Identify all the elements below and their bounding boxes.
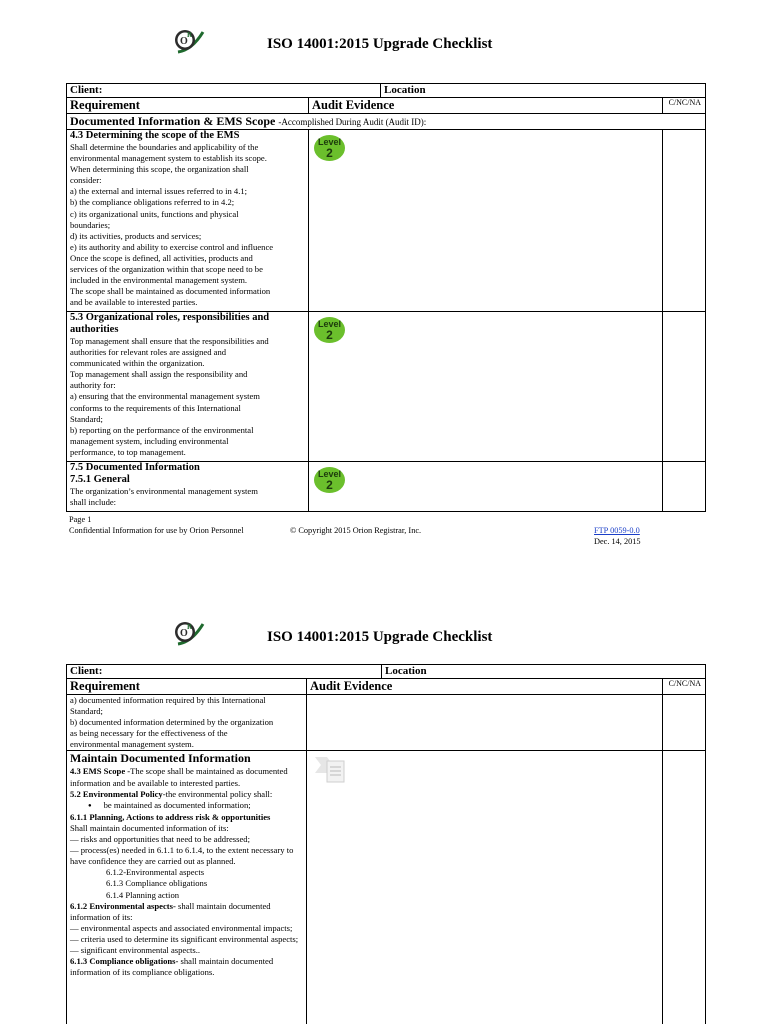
- svg-text:O: O: [180, 628, 188, 639]
- requirement-cell: [67, 312, 309, 462]
- requirement-line: environmental management system.: [70, 739, 194, 750]
- level-badge-word: Level: [317, 319, 342, 329]
- confidential-note: Confidential Information for use by Orion Personnel: [69, 526, 244, 535]
- requirement-row: [67, 312, 706, 462]
- maintain-item-heading: 6.1.1 Planning, Actions to address risk & opportunities: [70, 811, 271, 822]
- client-field[interactable]: [67, 84, 381, 98]
- status-cell[interactable]: [663, 130, 706, 312]
- maintain-row: [67, 751, 706, 1024]
- maintain-item-heading: 6.1.2 Environmental aspects-: [70, 900, 176, 911]
- requirement-line: b) the compliance obligations referred to in 4.2;: [70, 197, 235, 208]
- status-cell[interactable]: [663, 751, 706, 1024]
- maintain-item: [70, 901, 303, 923]
- requirement-subtitle: 7.5.1 General: [70, 474, 130, 485]
- bullet-icon: ●: [88, 802, 92, 809]
- status-header: C/NC/NA: [663, 98, 706, 114]
- audit-evidence-cell[interactable]: [307, 695, 663, 751]
- location-label: Location: [385, 665, 427, 677]
- requirement-line: When determining this scope, the organization shall: [70, 164, 249, 175]
- maintain-item: [70, 823, 303, 834]
- status-cell[interactable]: [663, 695, 706, 751]
- requirement-cell: [67, 462, 309, 512]
- audit-evidence-cell[interactable]: [307, 751, 663, 1024]
- status-header: C/NC/NA: [663, 679, 706, 695]
- requirement-title: 7.5 Documented Information: [70, 462, 200, 473]
- document-consolidated-icon: [313, 753, 347, 783]
- orion-registrar-logo-icon: [170, 26, 206, 56]
- requirement-text: [70, 142, 305, 308]
- maintain-item-heading: 5.2 Environmental Policy: [70, 788, 163, 799]
- maintain-item-text: — criteria used to determine its significant environmental aspects;: [70, 933, 299, 944]
- requirement-line: c) its organizational units, functions and physical: [70, 208, 239, 219]
- requirement-row: [67, 695, 706, 751]
- maintain-item: [70, 934, 303, 945]
- audit-evidence-cell[interactable]: [309, 462, 663, 512]
- level-badge-number: 2: [326, 478, 333, 492]
- requirement-text: [70, 486, 305, 508]
- checklist-title: ISO 14001:2015 Upgrade Checklist: [267, 629, 493, 645]
- level-badge-word: Level: [317, 137, 342, 147]
- maintain-item-text: -the environmental policy shall:: [162, 788, 273, 799]
- requirement-line: consider:: [70, 175, 102, 186]
- level-2-badge: [313, 134, 346, 162]
- requirement-line: Top management shall ensure that the responsibilities and: [70, 336, 269, 346]
- maintain-item: 6.1.4 Planning action: [106, 889, 180, 900]
- location-label: Location: [384, 84, 426, 96]
- section-header: [67, 114, 706, 130]
- svg-text:O: O: [180, 36, 188, 47]
- requirement-line: Standard;: [70, 413, 103, 424]
- audit-evidence-cell[interactable]: [309, 312, 663, 462]
- checklist-page-2: [0, 592, 768, 1024]
- maintain-item: [70, 789, 303, 800]
- requirement-line: a) ensuring that the environmental management system: [70, 391, 260, 402]
- requirement-line: Top management shall assign the responsibility and: [70, 369, 248, 380]
- requirement-row: [67, 130, 706, 312]
- requirement-line: environmental management system to establish its scope.: [70, 153, 267, 164]
- requirement-line: boundaries;: [70, 219, 111, 230]
- requirement-line: performance, to top management.: [70, 446, 186, 457]
- requirement-line: and be available to interested parties.: [70, 297, 198, 308]
- maintain-item: 6.1.3 Compliance obligations: [106, 878, 208, 889]
- requirement-cell: [67, 695, 307, 751]
- requirement-line: a) the external and internal issues referred to in 4.1;: [70, 186, 248, 197]
- requirement-line: services of the organization within that scope need to be: [70, 264, 263, 275]
- requirement-line: communicated within the organization.: [70, 358, 205, 369]
- client-label: Client:: [70, 665, 103, 677]
- requirement-line: e) its authority and ability to exercise control and influence: [70, 241, 274, 252]
- maintain-item-text: shall maintain documented information of its compliance obligations.: [70, 956, 274, 978]
- orion-registrar-logo-icon: [170, 618, 206, 648]
- checklist-table: [66, 664, 706, 1024]
- requirement-line: conforms to the requirements of this International: [70, 402, 241, 413]
- requirement-line: Shall determine the boundaries and applicability of the: [70, 142, 259, 152]
- level-badge-number: 2: [326, 328, 333, 342]
- footer-date: Dec. 14, 2015: [594, 537, 641, 546]
- copyright-note: © Copyright 2015 Orion Registrar, Inc.: [290, 526, 422, 535]
- form-id-link[interactable]: [594, 526, 640, 536]
- status-cell[interactable]: [663, 462, 706, 512]
- level-badge-number: 2: [326, 146, 333, 160]
- svg-text:R: R: [187, 623, 193, 631]
- audit-evidence-header: Audit Evidence: [307, 679, 663, 695]
- audit-evidence-header: Audit Evidence: [309, 98, 663, 114]
- maintain-item: [70, 800, 303, 812]
- level-2-badge: [313, 466, 346, 494]
- checklist-title: ISO 14001:2015 Upgrade Checklist: [267, 36, 493, 52]
- requirement-line: as being necessary for the effectiveness of the: [70, 728, 228, 739]
- requirement-line: Standard;: [70, 706, 103, 717]
- requirement-header: Requirement: [67, 679, 307, 695]
- maintain-item-text: be maintained as documented information;: [103, 799, 251, 810]
- status-cell[interactable]: [663, 312, 706, 462]
- requirement-line: a) documented information required by this International: [70, 695, 266, 705]
- requirement-line: authorities for relevant roles are assigned and: [70, 347, 227, 358]
- requirement-cell: [67, 751, 307, 1024]
- maintain-item: [70, 766, 303, 788]
- requirement-line: The organization’s environmental management system: [70, 486, 258, 496]
- requirement-title: 4.3 Determining the scope of the EMS: [70, 130, 240, 141]
- maintain-text: [70, 766, 303, 978]
- requirement-line: d) its activities, products and services;: [70, 230, 202, 241]
- maintain-item-text: — process(es) needed in 6.1.1 to 6.1.4, to the extent necessary to have confidence they are carried out as planned.: [70, 845, 294, 867]
- maintain-item: 6.1.2-Environmental aspects: [106, 867, 205, 878]
- maintain-item: [70, 923, 303, 934]
- maintain-title: Maintain Documented Information: [70, 751, 251, 766]
- maintain-item-text: — significant environmental aspects..: [70, 944, 201, 955]
- maintain-item-heading: 6.1.3 Compliance obligations-: [70, 956, 179, 967]
- requirement-line: management system, including environmental: [70, 435, 229, 446]
- requirement-line: b) reporting on the performance of the environmental: [70, 424, 254, 435]
- requirement-line: The scope shall be maintained as documented information: [70, 286, 271, 297]
- requirement-line: included in the environmental management system.: [70, 275, 248, 286]
- requirement-line: shall include:: [70, 497, 117, 508]
- client-field[interactable]: [67, 665, 382, 679]
- checklist-table: [66, 83, 706, 512]
- level-2-badge: [313, 316, 346, 344]
- maintain-item-text: — risks and opportunities that need to be addressed;: [70, 834, 250, 845]
- location-field[interactable]: [382, 665, 706, 679]
- maintain-item-text: The scope shall be maintained as documented information and be available to interested parties.: [70, 766, 288, 788]
- requirement-title: 5.3 Organizational roles, responsibilities and authorities: [70, 312, 270, 335]
- maintain-item-text: Shall maintain documented information of its:: [70, 822, 229, 833]
- form-id-link-text[interactable]: FTP 0059-0.0: [594, 526, 640, 535]
- svg-text:R: R: [187, 31, 193, 39]
- location-field[interactable]: [381, 84, 706, 98]
- maintain-item-text: shall maintain documented information of its:: [70, 900, 271, 922]
- audit-evidence-cell[interactable]: [309, 130, 663, 312]
- maintain-item-text: — environmental aspects and associated environmental impacts;: [70, 922, 293, 933]
- level-badge-word: Level: [317, 469, 342, 479]
- maintain-item-heading: 4.3 EMS Scope -: [70, 766, 131, 777]
- section-title: Documented Information & EMS Scope: [70, 114, 276, 128]
- maintain-item: [70, 845, 303, 867]
- requirement-line: authority for:: [70, 380, 116, 391]
- client-label: Client:: [70, 84, 103, 96]
- requirement-header: Requirement: [67, 98, 309, 114]
- requirement-line: Once the scope is defined, all activities, products and: [70, 252, 253, 263]
- section-note: -Accomplished During Audit (Audit ID):: [278, 117, 427, 127]
- maintain-item: [70, 834, 303, 845]
- requirement-row: [67, 462, 706, 512]
- requirement-text: [70, 336, 305, 458]
- page-number: Page 1: [69, 515, 92, 524]
- requirement-cell: [67, 130, 309, 312]
- maintain-item: [70, 945, 303, 956]
- requirement-line: b) documented information determined by the organization: [70, 717, 274, 728]
- maintain-item: [70, 812, 303, 823]
- requirement-text: [70, 695, 303, 750]
- maintain-item: [70, 956, 303, 978]
